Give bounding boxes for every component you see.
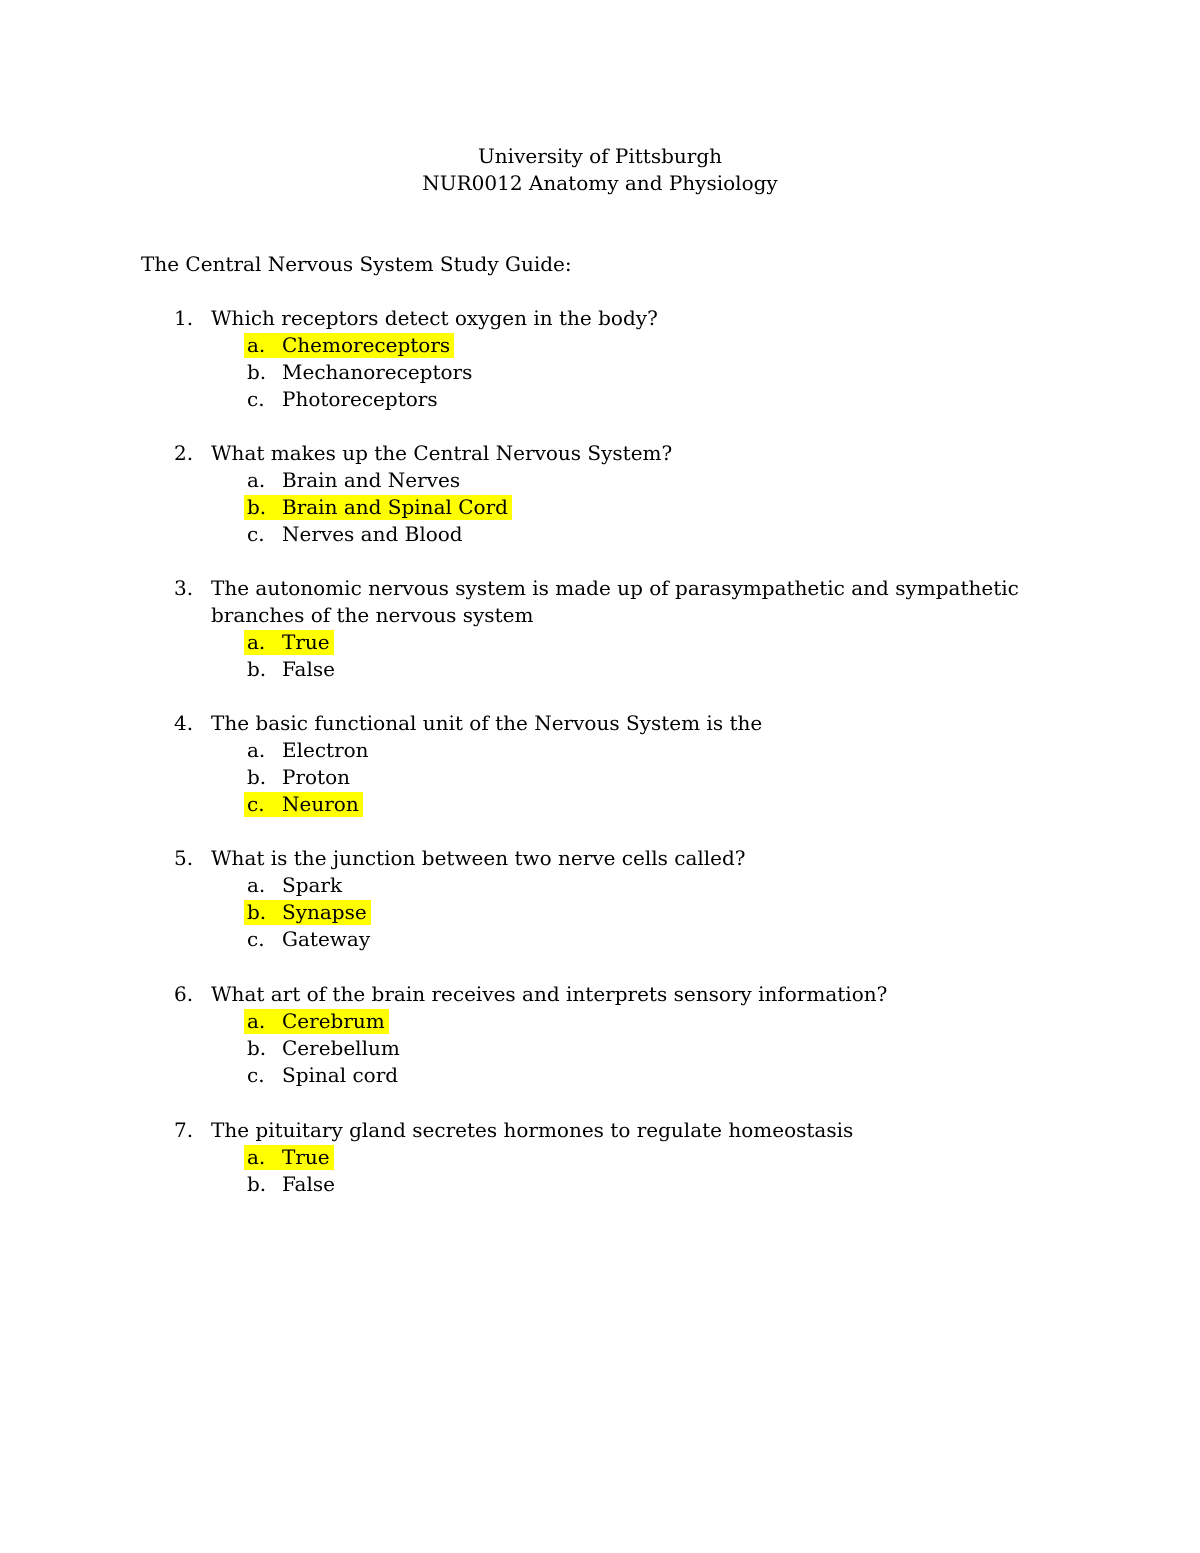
question-text: Which receptors detect oxygen in the body? bbox=[211, 306, 658, 330]
option-letter: b. bbox=[247, 495, 267, 519]
answer-option bbox=[0, 1171, 1200, 1198]
answer-option-correct bbox=[0, 629, 1200, 656]
option-letter: c. bbox=[247, 522, 265, 546]
question-text: What is the junction between two nerve cells called? bbox=[211, 846, 746, 870]
answer-option-correct bbox=[0, 899, 1200, 926]
question-3 bbox=[0, 575, 1200, 683]
question-row bbox=[0, 440, 1200, 467]
answer-option bbox=[0, 467, 1200, 494]
option-text: Gateway bbox=[282, 927, 371, 951]
option-letter: b. bbox=[247, 360, 267, 384]
answer-option bbox=[0, 359, 1200, 386]
university-name: University of Pittsburgh bbox=[477, 144, 723, 168]
option-text: Spinal cord bbox=[282, 1063, 399, 1087]
option-text: Brain and Spinal Cord bbox=[282, 495, 508, 519]
question-row bbox=[0, 710, 1200, 737]
option-letter: a. bbox=[247, 738, 266, 762]
question-7 bbox=[0, 1117, 1200, 1198]
answer-option bbox=[0, 656, 1200, 683]
option-text: Cerebellum bbox=[282, 1036, 400, 1060]
option-text: Cerebrum bbox=[282, 1009, 385, 1033]
question-2 bbox=[0, 440, 1200, 548]
option-text: False bbox=[282, 657, 335, 681]
answer-option-correct bbox=[0, 494, 1200, 521]
answer-option bbox=[0, 1062, 1200, 1089]
question-text: What art of the brain receives and interprets sensory information? bbox=[211, 982, 888, 1006]
question-row bbox=[0, 305, 1200, 332]
answer-option bbox=[0, 386, 1200, 413]
answer-option-correct bbox=[0, 1008, 1200, 1035]
option-text: Synapse bbox=[282, 900, 367, 924]
question-number: 3. bbox=[174, 576, 194, 600]
question-text: The autonomic nervous system is made up of parasympathetic and sympathetic bbox=[211, 576, 1019, 600]
option-letter: a. bbox=[247, 630, 266, 654]
question-4 bbox=[0, 710, 1200, 818]
option-text: Mechanoreceptors bbox=[282, 360, 473, 384]
study-guide-heading: The Central Nervous System Study Guide: bbox=[141, 252, 572, 276]
question-row bbox=[0, 845, 1200, 872]
answer-option bbox=[0, 926, 1200, 953]
question-number: 2. bbox=[174, 441, 194, 465]
question-5 bbox=[0, 845, 1200, 953]
answer-option bbox=[0, 521, 1200, 548]
answer-option-correct bbox=[0, 1144, 1200, 1171]
question-number: 7. bbox=[174, 1118, 194, 1142]
option-letter: b. bbox=[247, 900, 267, 924]
question-number: 5. bbox=[174, 846, 194, 870]
question-number: 1. bbox=[174, 306, 194, 330]
question-text: What makes up the Central Nervous System? bbox=[211, 441, 673, 465]
option-text: Proton bbox=[282, 765, 351, 789]
question-row bbox=[0, 981, 1200, 1008]
question-number: 4. bbox=[174, 711, 194, 735]
question-text: The pituitary gland secretes hormones to regulate homeostasis bbox=[211, 1118, 854, 1142]
question-row bbox=[0, 602, 1200, 629]
option-letter: c. bbox=[247, 792, 265, 816]
answer-option bbox=[0, 737, 1200, 764]
option-letter: c. bbox=[247, 387, 265, 411]
option-text: False bbox=[282, 1172, 335, 1196]
option-letter: c. bbox=[247, 1063, 265, 1087]
option-letter: b. bbox=[247, 765, 267, 789]
option-letter: b. bbox=[247, 1172, 267, 1196]
option-letter: c. bbox=[247, 927, 265, 951]
question-1 bbox=[0, 305, 1200, 413]
option-text: Electron bbox=[282, 738, 369, 762]
option-letter: a. bbox=[247, 1009, 266, 1033]
option-letter: a. bbox=[247, 873, 266, 897]
option-letter: a. bbox=[247, 1145, 266, 1169]
question-text: The basic functional unit of the Nervous System is the bbox=[211, 711, 763, 735]
option-text: Photoreceptors bbox=[282, 387, 438, 411]
option-letter: a. bbox=[247, 468, 266, 492]
answer-option bbox=[0, 1035, 1200, 1062]
question-6 bbox=[0, 981, 1200, 1089]
option-letter: b. bbox=[247, 1036, 267, 1060]
option-text: True bbox=[282, 630, 330, 654]
question-text: branches of the nervous system bbox=[211, 603, 534, 627]
answer-option bbox=[0, 764, 1200, 791]
option-letter: b. bbox=[247, 657, 267, 681]
course-title: NUR0012 Anatomy and Physiology bbox=[422, 171, 778, 195]
answer-option-correct bbox=[0, 791, 1200, 818]
option-text: Nerves and Blood bbox=[282, 522, 463, 546]
answer-option-correct bbox=[0, 332, 1200, 359]
option-text: Chemoreceptors bbox=[282, 333, 451, 357]
option-text: Brain and Nerves bbox=[282, 468, 461, 492]
answer-option bbox=[0, 872, 1200, 899]
question-row bbox=[0, 1117, 1200, 1144]
option-text: Spark bbox=[282, 873, 343, 897]
question-number: 6. bbox=[174, 982, 194, 1006]
question-row bbox=[0, 575, 1200, 602]
option-text: True bbox=[282, 1145, 330, 1169]
option-letter: a. bbox=[247, 333, 266, 357]
option-text: Neuron bbox=[282, 792, 359, 816]
